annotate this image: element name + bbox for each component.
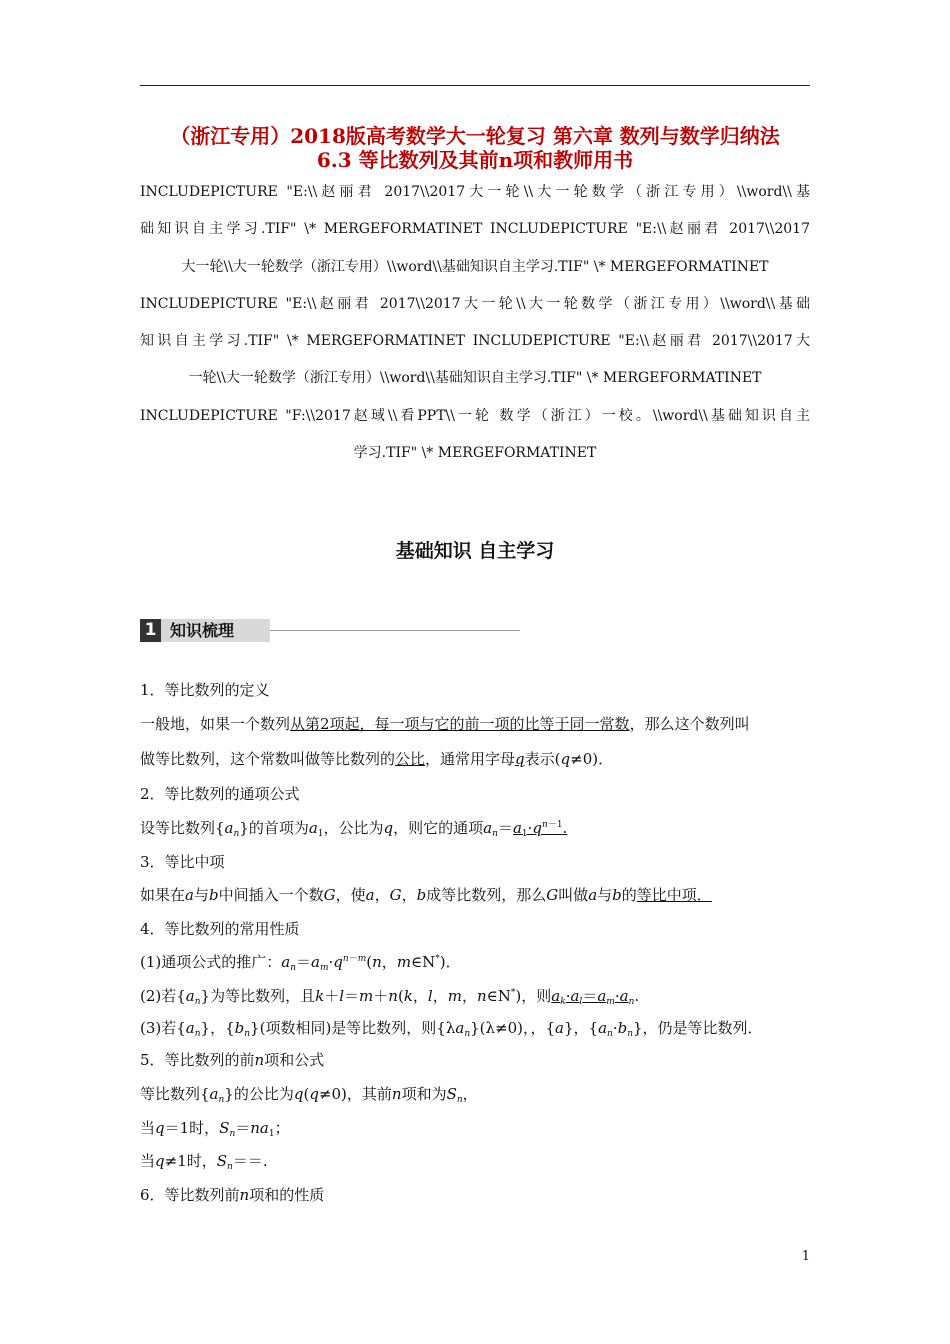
heading-general-term: 2．等比数列的通项公式 <box>140 785 300 803</box>
knowledge-banner <box>140 619 270 642</box>
page-number: 1 <box>801 1249 810 1264</box>
include-field-code-text <box>140 174 810 472</box>
definition-text-line1: 一般地，如果一个数列从第2项起，每一项与它的前一项的比等于同一常数，那么这个数列叫 <box>140 715 750 733</box>
heading-properties: 4．等比数列的常用性质 <box>140 920 300 938</box>
sum-case-q-not-1: 当q≠1时，$S_n==$. <box>140 1152 268 1172</box>
heading-geometric-mean: 3．等比中项 <box>140 853 225 871</box>
heading-sum-properties: 6．等比数列前n项和的性质 <box>140 1186 325 1204</box>
general-term-text: 设等比数列$\{a_n\}$的首项为$a_1$，公比为q，则它的通项$a_n=a_1\cdot q^{n-1}$. <box>140 819 568 839</box>
heading-definition: 1．等比数列的定义 <box>140 681 270 699</box>
property-1: (1)通项公式的推广：$a_n=a_m\cdot q^{n-m}(n$，m∈N*)． <box>140 953 461 973</box>
banner-label: 知识梳理 <box>170 621 235 640</box>
document-title-line1: （浙江专用）2018版高考数学大一轮复习 第六章 数列与数学归纳法 <box>170 124 780 148</box>
property-2: (2)若$\{a_n\}$为等比数列，且k＋l＝m＋n(k，l，m，n∈N*)，则$a_k\cdot a_l=a_m\cdot a_n$. <box>140 987 640 1007</box>
include-line: 知识自主学习.TIF" \* MERGEFORMATINET INCLUDEPICTURE "E:\\赵丽君 2017\\2017大 <box>140 333 810 350</box>
geometric-mean-text: 如果在a与b中间插入一个数G，使a，G，b成等比数列，那么G叫做a与b的等比中项． <box>140 886 712 904</box>
sum-case-q-equals-1: 当q＝1时，$S_n=na_1$； <box>140 1119 290 1139</box>
heading-sum-formula: 5．等比数列的前n项和公式 <box>140 1051 325 1069</box>
include-line: 学习.TIF" \* MERGEFORMATINET <box>353 445 597 462</box>
header-rule <box>140 85 810 86</box>
sum-formula-text: 等比数列$\{a_n\}$的公比为q(q≠0)，其前n项和为$S_n$， <box>140 1085 478 1105</box>
section-heading: 基础知识 自主学习 <box>395 540 555 562</box>
definition-text-line2: 做等比数列，这个常数叫做等比数列的公比，通常用字母q表示(q≠0)． <box>140 750 614 768</box>
include-line: INCLUDEPICTURE "E:\\赵丽君 2017\\2017大一轮\\大一轮数学（浙江专用）\\word\\基础 <box>140 295 810 312</box>
include-line: 大一轮\\大一轮数学（浙江专用）\\word\\基础知识自主学习.TIF" \* MERGEFORMATINET <box>181 258 769 275</box>
banner-rule <box>270 630 520 631</box>
include-line: 一轮\\大一轮数学（浙江专用）\\word\\基础知识自主学习.TIF" \* MERGEFORMATINET <box>188 370 762 387</box>
banner-number: 1 <box>140 619 161 642</box>
document-title-line2: 6.3 等比数列及其前n项和教师用书 <box>316 148 634 172</box>
property-3: (3)若$\{a_n\}$，$\{b_n\}$(项数相同)是等比数列，则$\{\lambda a_n\}(\lambda\ne 0)$，，{a}，$\{a_n\cdot b_n\}$，仍是等比数列． <box>140 1019 763 1039</box>
include-line: INCLUDEPICTURE "F:\\2017赵琙\\看PPT\\一轮 数学（浙江）一校。\\word\\基础知识自主 <box>140 407 810 424</box>
include-line: 础知识自主学习.TIF" \* MERGEFORMATINET INCLUDEPICTURE "E:\\赵丽君 2017\\2017 <box>140 221 810 238</box>
include-line: INCLUDEPICTURE "E:\\赵丽君 2017\\2017大一轮\\大一轮数学（浙江专用）\\word\\基 <box>140 184 810 200</box>
